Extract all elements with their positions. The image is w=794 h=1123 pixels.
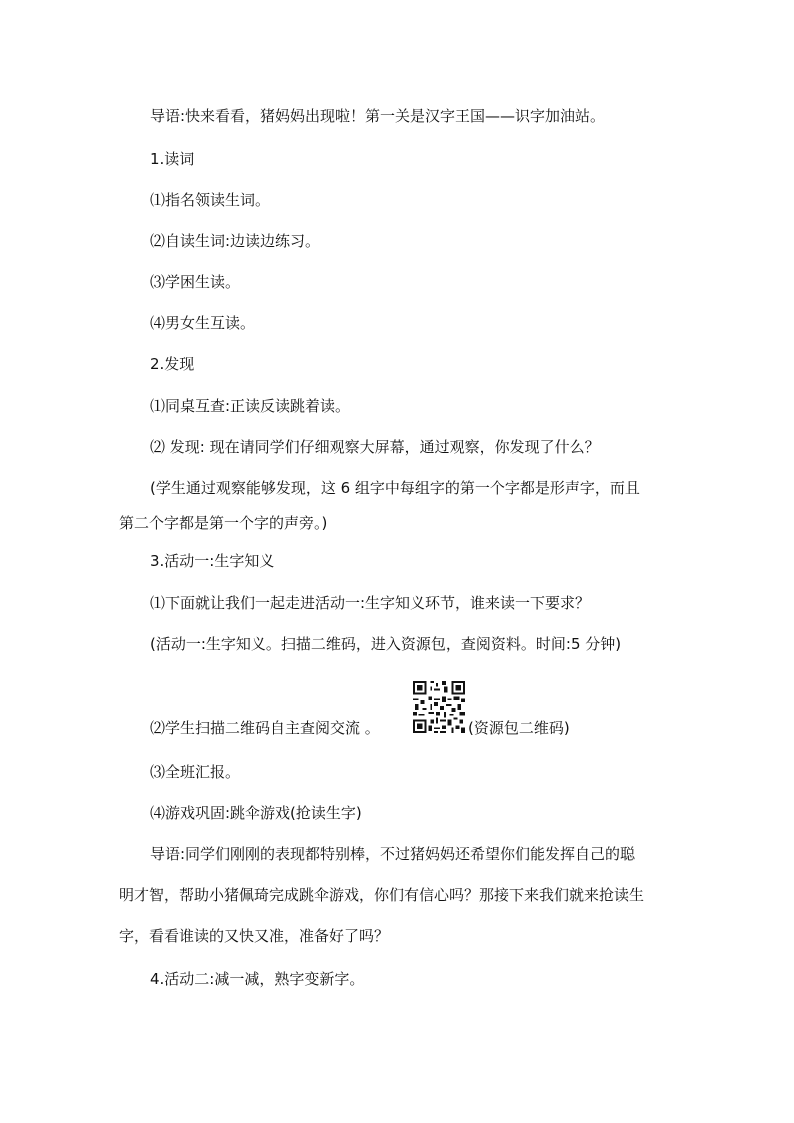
section-3-item-2: ⑵学生扫描二维码自主查阅交流 。 — [150, 719, 380, 737]
section-1-item-2: ⑵自读生词:边读边练习。 — [150, 232, 321, 250]
section-2-item-2: ⑵ 发现: 现在请同学们仔细观察大屏幕，通过观察，你发现了什么？ — [150, 438, 600, 456]
section-3-heading: 3.活动一:生字知义 — [150, 552, 275, 570]
section-2-heading: 2.发现 — [150, 355, 195, 373]
game-guide-line-3: 字，看看谁读的又快又准，准备好了吗？ — [119, 927, 390, 945]
game-guide-line-1: 导语:同学们刚刚的表现都特别棒，不过猪妈妈还希望你们能发挥自己的聪 — [150, 845, 636, 863]
section-1-item-4: ⑷男女生互读。 — [150, 314, 256, 332]
section-1-heading: 1.读词 — [150, 150, 195, 168]
section-3-item-3: ⑶全班汇报。 — [150, 763, 241, 781]
section-2-item-1: ⑴同桌互查:正读反读跳着读。 — [150, 397, 351, 415]
qr-code-icon[interactable] — [411, 679, 467, 735]
section-3-item-4: ⑷游戏巩固:跳伞游戏(抢读生字) — [150, 804, 362, 822]
section-1-item-1: ⑴指名领读生词。 — [150, 191, 271, 209]
activity-requirement-note: (活动一:生字知义。扫描二维码，进入资源包，查阅资料。时间:5 分钟) — [150, 635, 622, 653]
intro-guide-text: 导语:快来看看，猪妈妈出现啦！第一关是汉字王国——识字加油站。 — [150, 107, 606, 125]
section-3-item-1: ⑴下面就让我们一起走进活动一:生字知义环节，谁来读一下要求？ — [150, 594, 591, 612]
section-1-item-3: ⑶学困生读。 — [150, 273, 241, 291]
observation-note-line-2: 第二个字都是第一个字的声旁。) — [119, 514, 328, 532]
game-guide-line-2: 明才智，帮助小猪佩琦完成跳伞游戏，你们有信心吗？那接下来我们就来抢读生 — [119, 886, 645, 904]
qr-code-caption: (资源包二维码) — [468, 719, 570, 737]
section-4-heading: 4.活动二:减一减，熟字变新字。 — [150, 970, 365, 988]
observation-note-line-1: (学生通过观察能够发现，这 6 组字中每组字的第一个字都是形声字，而且 — [150, 479, 640, 497]
